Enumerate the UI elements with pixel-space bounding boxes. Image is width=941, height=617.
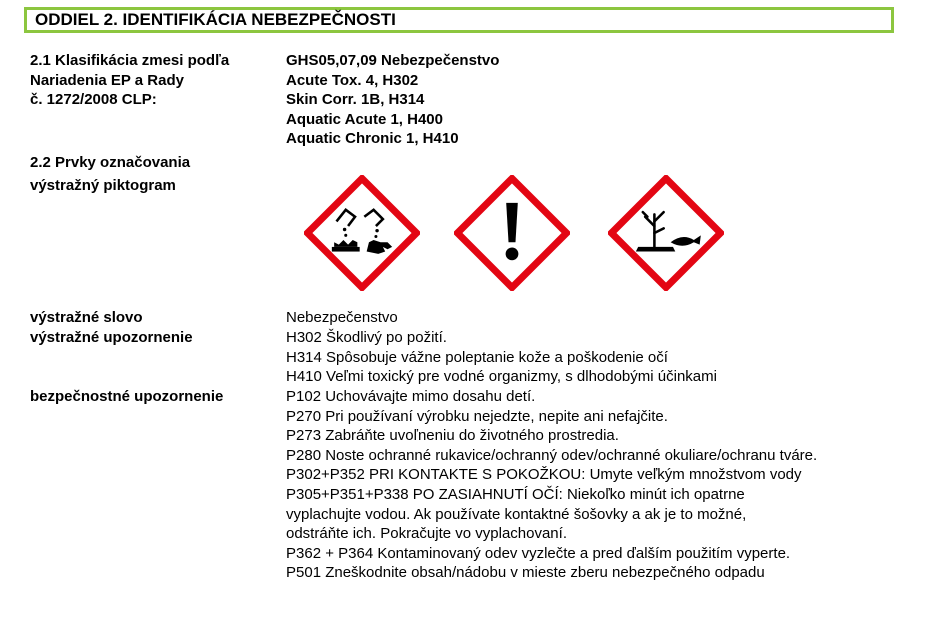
precautionary-statement: odstráňte ich. Pokračujte vo vyplachovaní. xyxy=(286,525,567,543)
hazard-statement: H302 Škodlivý po požití. xyxy=(286,329,447,346)
classification-label-line: Nariadenia EP a Rady xyxy=(30,71,184,89)
hazard-statements xyxy=(286,328,926,387)
classification-value: Aquatic Acute 1, H400 xyxy=(286,110,443,128)
environment-icon xyxy=(608,175,724,291)
precautionary-statement: P273 Zabráňte uvoľneniu do životného prostredia. xyxy=(286,427,619,445)
classification-label-line: 2.1 Klasifikácia zmesi podľa xyxy=(30,52,230,69)
labelling-title: 2.2 Prvky označovania xyxy=(30,154,191,171)
precautionary-statement: P362 + P364 Kontaminovaný odev vyzlečte a pred ďalším použitím vyperte. xyxy=(286,544,791,562)
exclamation-mark-icon xyxy=(454,175,570,291)
precautionary-statements xyxy=(286,387,926,583)
classification-value: Skin Corr. 1B, H314 xyxy=(286,91,425,109)
signal-word-label: výstražné slovo xyxy=(30,309,143,326)
hazard-statement: H410 Veľmi toxický pre vodné organizmy, s dlhodobými účinkami xyxy=(286,368,717,386)
precautionary-statement: P280 Noste ochranné rukavice/ochranný odev/ochranné okuliare/ochranu tváre. xyxy=(286,446,818,464)
precautionary-statement: P102 Uchovávajte mimo dosahu detí. xyxy=(286,388,536,405)
precautionary-statement: P270 Pri používaní výrobku nejedzte, nepite ani nefajčite. xyxy=(286,407,668,425)
classification-value: Aquatic Chronic 1, H410 xyxy=(286,130,459,148)
hazard-statement: H314 Spôsobuje vážne poleptanie kože a poškodenie očí xyxy=(286,348,668,366)
hazard-statements-label: výstražné upozornenie xyxy=(30,329,193,346)
precautionary-statement: P305+P351+P338 PO ZASIAHNUTÍ OČÍ: Niekoľko minút ich opatrne xyxy=(286,485,745,503)
section-title: ODDIEL 2. IDENTIFIKÁCIA NEBEZPEČNOSTI xyxy=(35,10,396,29)
precautionary-statement: vyplachujte vodou. Ak používate kontaktné šošovky a ak je to možné, xyxy=(286,505,747,523)
precautionary-statement: P501 Zneškodnite obsah/nádobu v mieste zberu nebezpečného odpadu xyxy=(286,564,765,582)
classification-value: GHS05,07,09 Nebezpečenstvo xyxy=(286,52,500,69)
signal-word-value: Nebezpečenstvo xyxy=(286,309,398,326)
classification-values xyxy=(286,51,926,149)
precautionary-statements-label: bezpečnostné upozornenie xyxy=(30,388,224,405)
classification-label-line: č. 1272/2008 CLP: xyxy=(30,91,157,109)
section-header xyxy=(24,7,894,33)
precautionary-statement: P302+P352 PRI KONTAKTE S POKOŽKOU: Umyte veľkým množstvom vody xyxy=(286,466,802,484)
classification-label xyxy=(30,51,280,110)
classification-value: Acute Tox. 4, H302 xyxy=(286,71,419,89)
corrosion-icon xyxy=(304,175,420,291)
pictogram-label: výstražný piktogram xyxy=(30,177,176,194)
